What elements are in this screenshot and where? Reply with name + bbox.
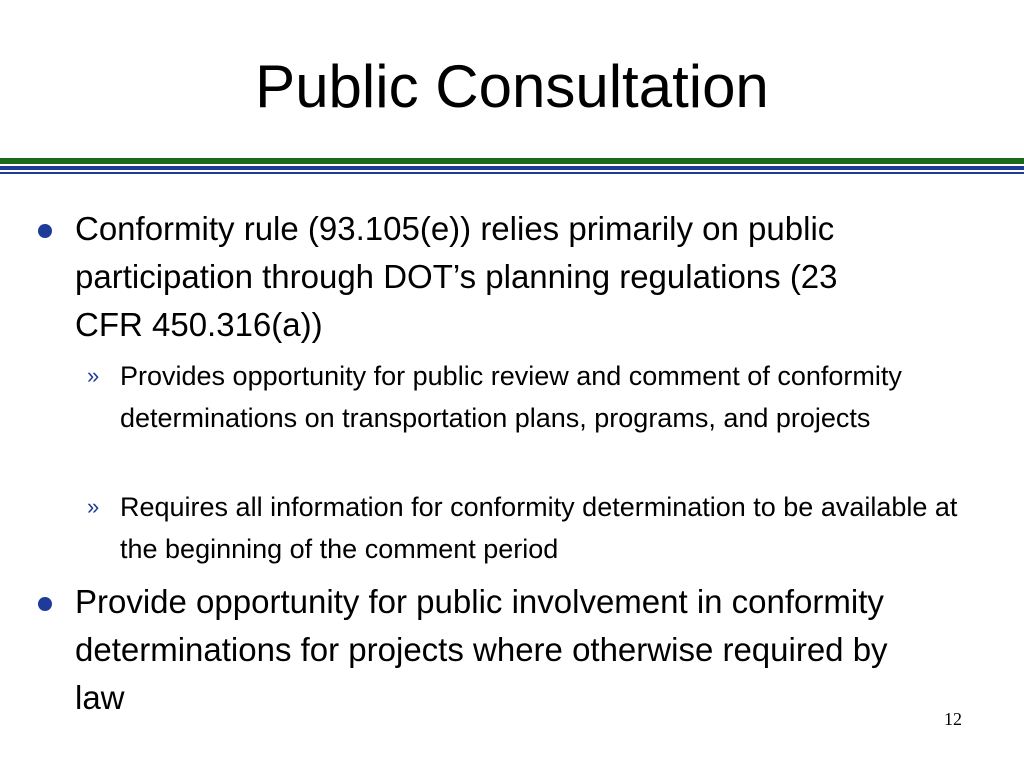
divider-green-line (0, 158, 1024, 164)
divider-thin-line (0, 172, 1024, 174)
bullet-dot-icon (38, 597, 52, 611)
sub-bullet-text: Provides opportunity for public review and comment of conformity determinations on transportation plans, programs, and projects (120, 361, 902, 433)
divider-lines (0, 158, 1024, 178)
sub-bullet-text: Requires all information for conformity determination to be available at the beginning of the comment period (120, 492, 958, 564)
bullet-text: Conformity rule (93.105(e)) relies primarily on public participation through DOT’s planning regulations (23 CFR 450.316(a)) (75, 210, 838, 343)
divider-blue-line (0, 166, 1024, 170)
page-number: 12 (944, 709, 962, 729)
chevron-double-right-icon: » (87, 363, 100, 388)
slide-title: Public Consultation (255, 53, 769, 120)
title-divider (0, 158, 1024, 178)
chevron-double-right-icon: » (87, 494, 100, 519)
bullet-dot-icon (38, 224, 52, 238)
bullet-text: Provide opportunity for public involvement in conformity determinations for projects where otherwise required by law (75, 583, 888, 716)
